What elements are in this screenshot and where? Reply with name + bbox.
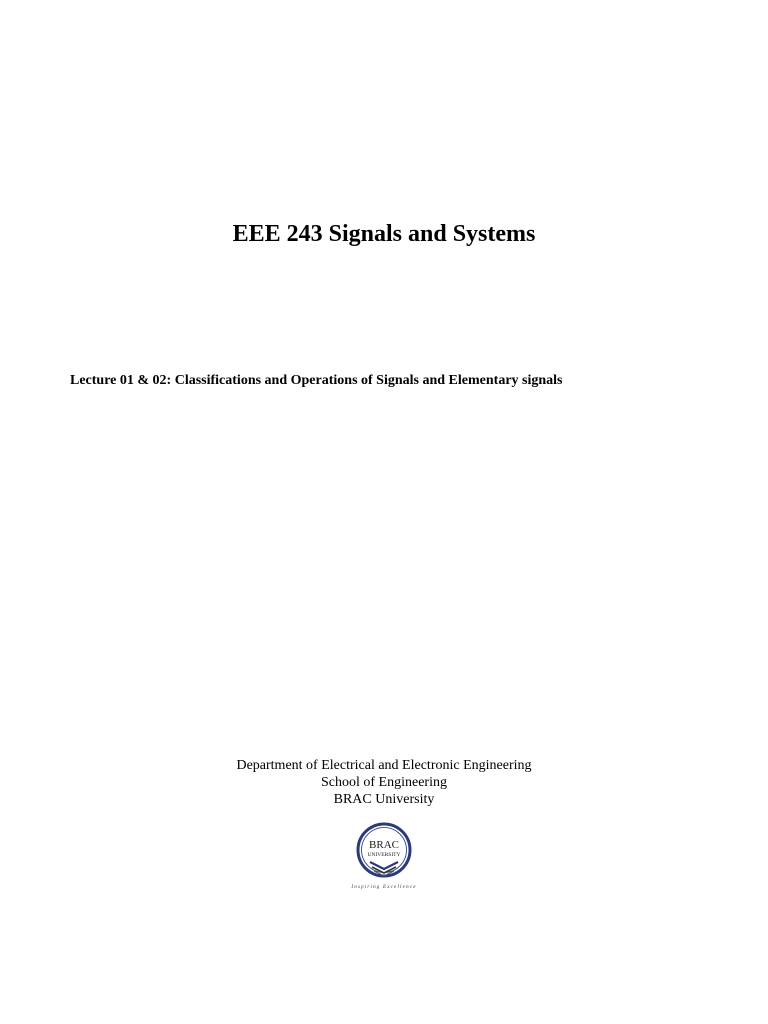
document-title: EEE 243 Signals and Systems (232, 221, 536, 247)
logo-tagline: Inspiring Excellence (351, 885, 417, 890)
school-line: School of Engineering (321, 775, 447, 790)
lecture-subtitle: Lecture 01 & 02: Classifications and Operations of Signals and Elementary signals (70, 373, 563, 388)
logo-university-text: UNIVERSITY (367, 852, 401, 858)
department-line: Department of Electrical and Electronic Engineering (236, 758, 532, 773)
affiliation-block (0, 757, 768, 808)
brac-university-logo (334, 822, 434, 892)
logo-brac-text: BRAC (369, 839, 399, 851)
university-line: BRAC University (333, 792, 435, 807)
